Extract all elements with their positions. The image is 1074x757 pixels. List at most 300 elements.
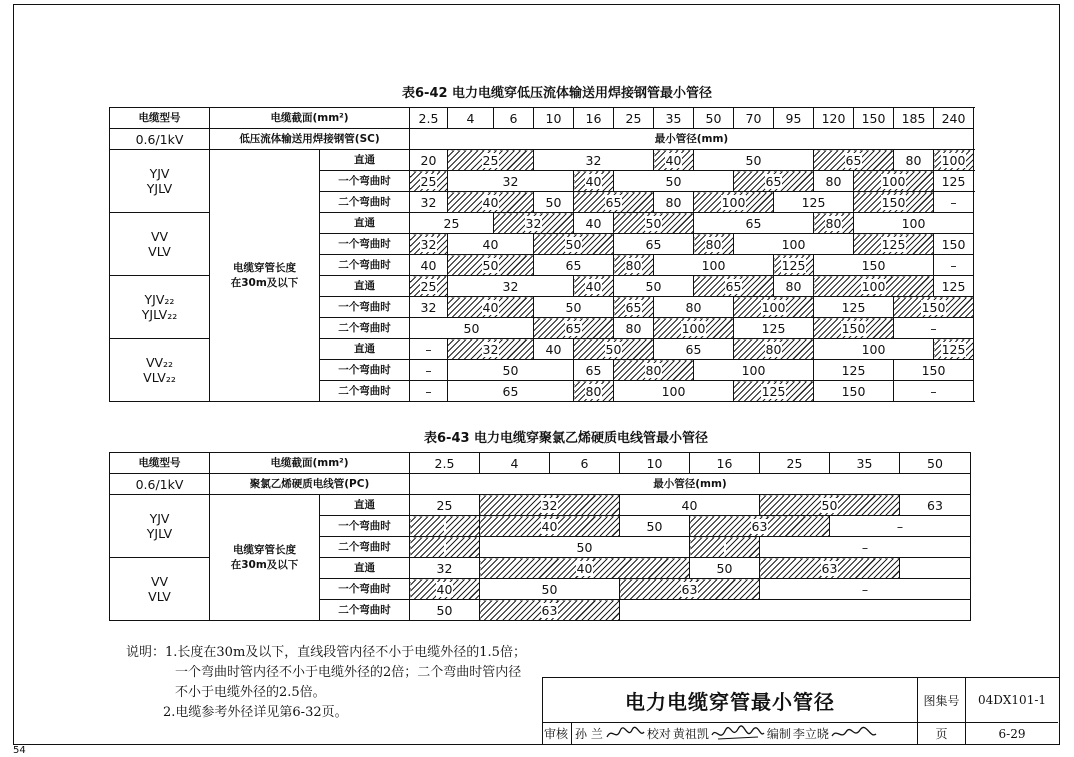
pipe-size-cell xyxy=(900,495,971,516)
pipe-size-value: 80 xyxy=(685,299,702,315)
page-corner-mark: 54 xyxy=(13,745,26,756)
section-size: 2.5 xyxy=(410,108,448,129)
min-diameter-label: 最小管径(mm) xyxy=(410,129,974,150)
table1-caption: 表6-42 电力电缆穿低压流体输送用焊接钢管最小管径 xyxy=(402,86,713,101)
pipe-size-cell xyxy=(410,297,448,318)
pipe-size-cell xyxy=(900,558,971,579)
design-name: 李立晓 xyxy=(792,727,829,741)
pipe-size-value: 50 xyxy=(821,497,838,513)
pipe-size-value: 125 xyxy=(841,362,866,378)
cable-model-2: YJLV xyxy=(146,526,173,541)
pipe-size-value: 80 xyxy=(825,215,842,231)
pipe-size-cell xyxy=(694,234,734,255)
pipe-size-value: 63 xyxy=(541,602,558,618)
pipe-size-cell xyxy=(934,276,974,297)
pipe-size-value: 80 xyxy=(705,236,722,252)
pipe-size-value: 25 xyxy=(420,278,437,294)
section-size: 240 xyxy=(934,108,974,129)
pipe-size-value: – xyxy=(950,194,957,210)
pipe-size-cell xyxy=(410,600,480,621)
pipe-size-value: 150 xyxy=(941,236,966,252)
pipe-size-value: 125 xyxy=(761,383,786,399)
bend-label: 一个弯曲时 xyxy=(320,171,410,192)
pipe-size-value: – xyxy=(425,362,432,378)
pipe-size-value: 100 xyxy=(941,152,966,168)
header-row-pipe xyxy=(110,129,974,150)
pipe-size-cell xyxy=(934,150,974,171)
section-size: 25 xyxy=(760,453,830,474)
pipe-size-value: 100 xyxy=(901,215,926,231)
note-line-2: 一个弯曲时管内径不小于电缆外径的2倍；二个弯曲时管内径 xyxy=(175,665,522,680)
pipe-size-cell xyxy=(574,339,654,360)
pipe-size-cell xyxy=(620,495,760,516)
pipe-size-value: 25 xyxy=(482,152,499,168)
pipe-size-value: 50 xyxy=(665,173,682,189)
pipe-size-cell xyxy=(614,360,694,381)
pipe-size-value: 32 xyxy=(420,299,437,315)
pipe-size-cell xyxy=(814,255,934,276)
pipe-size-cell xyxy=(690,516,830,537)
pipe-size-cell xyxy=(830,516,971,537)
bend-label: 直通 xyxy=(320,339,410,360)
bend-label: 二个弯曲时 xyxy=(320,600,410,621)
pipe-size-value xyxy=(444,519,446,534)
pipe-size-value: 63 xyxy=(927,497,943,513)
pipe-size-cell xyxy=(410,255,448,276)
pipe-size-value: 50 xyxy=(463,320,480,336)
pipe-size-cell xyxy=(620,516,690,537)
pipe-size-cell xyxy=(760,558,900,579)
pipe-size-value: 32 xyxy=(585,152,602,168)
pipe-size-cell xyxy=(480,579,620,600)
cable-model-1: YJV xyxy=(149,511,170,526)
pipe-size-cell xyxy=(494,213,574,234)
pipe-size-cell xyxy=(410,537,480,558)
pipe-size-cell xyxy=(760,495,900,516)
pipe-size-cell xyxy=(734,234,854,255)
pipe-size-cell xyxy=(534,234,614,255)
steel-pipe-table xyxy=(109,107,974,402)
pipe-size-value: 40 xyxy=(436,581,453,597)
pipe-size-value: 32 xyxy=(482,341,499,357)
pipe-size-value: 32 xyxy=(525,215,542,231)
bend-label: 直通 xyxy=(320,558,410,579)
bend-label: 一个弯曲时 xyxy=(320,297,410,318)
pipe-size-cell xyxy=(534,318,614,339)
pipe-size-cell xyxy=(534,255,614,276)
pipe-size-cell xyxy=(448,171,574,192)
pipe-size-value: – xyxy=(861,581,869,597)
pipe-size-value: 125 xyxy=(941,341,966,357)
pipe-size-value: 100 xyxy=(721,194,746,210)
pipe-size-cell xyxy=(574,171,614,192)
pipe-size-cell xyxy=(410,516,480,537)
design-signature xyxy=(830,725,878,743)
pipe-size-value: 100 xyxy=(741,362,766,378)
bend-label: 直通 xyxy=(320,495,410,516)
pipe-size-cell xyxy=(814,171,854,192)
pipe-size-cell xyxy=(448,276,574,297)
pipe-size-value: 100 xyxy=(781,236,806,252)
pipe-size-value: 32 xyxy=(420,194,437,210)
pipe-size-cell xyxy=(694,150,814,171)
pipe-size-value: 50 xyxy=(645,215,662,231)
length-label-1: 电缆穿管长度 xyxy=(233,543,296,556)
pipe-size-value: 100 xyxy=(881,173,906,189)
pipe-size-value: 50 xyxy=(745,152,762,168)
pipe-size-cell xyxy=(480,537,690,558)
pipe-size-cell xyxy=(760,579,971,600)
pipe-size-value: 40 xyxy=(545,341,562,357)
section-size: 2.5 xyxy=(410,453,480,474)
pipe-size-value: – xyxy=(425,383,432,399)
pipe-size-cell xyxy=(734,381,814,402)
pipe-size-cell xyxy=(894,381,974,402)
section-size: 6 xyxy=(550,453,620,474)
cable-model-1: VV₂₂ xyxy=(145,355,174,370)
pipe-size-cell xyxy=(814,381,894,402)
pipe-size-cell xyxy=(574,381,614,402)
bend-label: 二个弯曲时 xyxy=(320,318,410,339)
pipe-size-value: 32 xyxy=(420,236,437,252)
pipe-size-value: 65 xyxy=(585,362,602,378)
pipe-size-value: 80 xyxy=(825,173,842,189)
note-line-4: 2.电缆参考外径详见第6-32页。 xyxy=(163,705,348,720)
pipe-size-cell xyxy=(448,255,534,276)
pipe-size-value: 40 xyxy=(585,215,602,231)
bend-label: 一个弯曲时 xyxy=(320,234,410,255)
pipe-size-value: 150 xyxy=(861,257,886,273)
pipe-size-cell xyxy=(814,339,934,360)
voltage-label: 0.6/1kV xyxy=(110,474,210,495)
pipe-size-cell xyxy=(614,276,694,297)
pipe-size-value: 40 xyxy=(541,518,558,534)
pipe-size-value: 65 xyxy=(745,215,762,231)
section-size: 35 xyxy=(830,453,900,474)
pipe-size-cell xyxy=(410,213,494,234)
pipe-size-value: 50 xyxy=(716,560,733,576)
pipe-size-value: 50 xyxy=(645,278,662,294)
bend-label: 直通 xyxy=(320,150,410,171)
model-label: 电缆型号 xyxy=(110,108,210,129)
pipe-size-value: 40 xyxy=(681,497,698,513)
pipe-size-cell xyxy=(480,516,620,537)
pipe-size-value: 65 xyxy=(765,173,782,189)
cable-model-group xyxy=(110,276,210,339)
pipe-size-cell xyxy=(814,276,934,297)
pipe-size-value: 125 xyxy=(781,257,806,273)
pipe-size-cell xyxy=(654,318,734,339)
signature-row xyxy=(543,723,918,744)
pipe-size-cell xyxy=(814,360,894,381)
pipe-size-cell xyxy=(614,213,694,234)
pipe-size-cell xyxy=(694,213,814,234)
pipe-size-cell xyxy=(448,234,534,255)
pipe-size-value: 65 xyxy=(645,236,662,252)
pipe-size-value: 150 xyxy=(881,194,906,210)
pipe-size-value: 40 xyxy=(665,152,682,168)
bend-label: 二个弯曲时 xyxy=(320,381,410,402)
pipe-size-cell xyxy=(694,192,774,213)
pipe-size-cell xyxy=(410,318,534,339)
pipe-size-cell xyxy=(934,255,974,276)
pipe-size-value: 50 xyxy=(565,299,582,315)
bend-label: 一个弯曲时 xyxy=(320,360,410,381)
pipe-size-cell xyxy=(654,339,734,360)
pipe-size-cell xyxy=(814,213,854,234)
pipe-size-value: 50 xyxy=(545,194,562,210)
pipe-size-value: – xyxy=(930,320,937,336)
pipe-size-cell xyxy=(448,381,574,402)
cable-model-1: YJV₂₂ xyxy=(144,292,175,307)
pipe-size-cell xyxy=(410,558,480,579)
pipe-size-cell xyxy=(854,213,974,234)
pipe-size-cell xyxy=(934,234,974,255)
pipe-size-cell xyxy=(614,171,734,192)
pipe-size-value: 63 xyxy=(751,518,768,534)
section-size: 10 xyxy=(620,453,690,474)
pipe-size-value: 40 xyxy=(585,173,602,189)
cable-model-2: YJLV₂₂ xyxy=(141,307,178,322)
pipe-size-value: 25 xyxy=(443,215,460,231)
pipe-size-cell xyxy=(410,150,448,171)
pipe-size-cell xyxy=(690,537,760,558)
length-label-2: 在30m及以下 xyxy=(230,558,299,571)
pipe-size-cell xyxy=(734,297,814,318)
section-size: 25 xyxy=(614,108,654,129)
section-size: 185 xyxy=(894,108,934,129)
pipe-size-value: 150 xyxy=(841,383,866,399)
note-line-3: 不小于电缆外径的2.5倍。 xyxy=(175,685,326,700)
pipe-size-cell xyxy=(934,192,974,213)
pipe-size-cell xyxy=(654,192,694,213)
pipe-size-cell xyxy=(448,192,534,213)
pipe-size-cell xyxy=(448,150,534,171)
pipe-size-value: 40 xyxy=(482,236,499,252)
pipe-size-cell xyxy=(654,297,734,318)
check-name: 黄祖凯 xyxy=(672,727,709,741)
pipe-size-cell xyxy=(774,192,854,213)
pipe-size-value: 50 xyxy=(576,539,593,555)
pipe-size-cell xyxy=(814,150,894,171)
title-block xyxy=(542,677,1060,745)
pipe-size-cell xyxy=(448,339,534,360)
pipe-size-cell xyxy=(614,255,654,276)
pipe-size-cell xyxy=(410,579,480,600)
pipe-size-value: 50 xyxy=(646,518,663,534)
pipe-size-value xyxy=(724,540,726,555)
pipe-size-cell xyxy=(448,297,534,318)
cable-model-group xyxy=(110,150,210,213)
cable-model-group xyxy=(110,339,210,402)
section-size: 4 xyxy=(448,108,494,129)
check-signature xyxy=(710,725,766,743)
pipe-size-cell xyxy=(894,150,934,171)
design-label: 编制 xyxy=(766,727,791,741)
pipe-size-value: 25 xyxy=(420,173,437,189)
bend-label: 一个弯曲时 xyxy=(320,579,410,600)
section-label: 电缆截面(mm²) xyxy=(210,453,410,474)
pipe-size-value: 65 xyxy=(605,194,622,210)
pipe-size-cell xyxy=(694,276,774,297)
pipe-size-value: 80 xyxy=(625,320,642,336)
pipe-size-cell xyxy=(654,255,774,276)
table-row xyxy=(110,495,971,516)
pipe-size-cell xyxy=(534,339,574,360)
pipe-size-value: 100 xyxy=(661,383,686,399)
pipe-size-cell xyxy=(410,276,448,297)
pipe-size-value: 65 xyxy=(565,320,582,336)
section-size: 120 xyxy=(814,108,854,129)
pipe-size-value: 32 xyxy=(502,278,519,294)
pipe-size-value: 80 xyxy=(585,383,602,399)
pipe-size-value: 40 xyxy=(420,257,437,273)
pipe-size-value: 65 xyxy=(625,299,642,315)
pipe-size-cell xyxy=(534,150,654,171)
section-size: 6 xyxy=(494,108,534,129)
pipe-size-cell xyxy=(854,192,934,213)
table-row xyxy=(110,150,974,171)
notes xyxy=(126,643,526,723)
pipe-size-value: 65 xyxy=(685,341,702,357)
cable-model-group xyxy=(110,558,210,621)
pipe-size-value: 125 xyxy=(761,320,786,336)
pipe-size-value: 50 xyxy=(436,602,453,618)
pipe-size-cell xyxy=(410,339,448,360)
pipe-size-cell xyxy=(410,234,448,255)
pipe-size-value: 40 xyxy=(482,299,499,315)
pipe-size-value: 80 xyxy=(665,194,682,210)
pipe-size-value: 125 xyxy=(881,236,906,252)
pipe-size-value: 20 xyxy=(420,152,437,168)
page-value: 6-29 xyxy=(998,726,1026,741)
pipe-size-value: 63 xyxy=(681,581,698,597)
pipe-size-value: 65 xyxy=(565,257,582,273)
review-signature xyxy=(604,725,646,743)
section-label: 电缆截面(mm²) xyxy=(210,108,410,129)
header-row-sections xyxy=(110,108,974,129)
pipe-size-cell xyxy=(574,192,654,213)
model-label: 电缆型号 xyxy=(110,453,210,474)
pipe-size-cell xyxy=(774,276,814,297)
length-label-1: 电缆穿管长度 xyxy=(233,261,296,274)
pipe-size-value: 80 xyxy=(905,152,922,168)
pipe-size-cell xyxy=(480,558,690,579)
pipe-size-cell xyxy=(894,360,974,381)
pipe-size-value: – xyxy=(425,341,432,357)
section-size: 50 xyxy=(694,108,734,129)
pipe-size-cell xyxy=(934,339,974,360)
pipe-size-value: – xyxy=(861,539,869,555)
drawing-title: 电力电缆穿管最小管径 xyxy=(543,678,918,723)
pipe-size-cell xyxy=(734,339,814,360)
pipe-size-value: 32 xyxy=(502,173,519,189)
pipe-size-cell xyxy=(534,297,614,318)
length-label-2: 在30m及以下 xyxy=(230,276,299,289)
pipe-size-cell xyxy=(614,297,654,318)
pipe-size-cell xyxy=(574,276,614,297)
pipe-size-value: 80 xyxy=(645,362,662,378)
pipe-size-value: 125 xyxy=(941,278,966,294)
pipe-type-label: 聚氯乙烯硬质电线管(PC) xyxy=(210,474,410,495)
atlas-number-label: 图集号 xyxy=(918,678,966,723)
bend-label: 二个弯曲时 xyxy=(320,537,410,558)
pipe-size-cell xyxy=(694,360,814,381)
pipe-size-value: 50 xyxy=(502,362,519,378)
pipe-size-value: 40 xyxy=(576,560,593,576)
pipe-size-value: 125 xyxy=(841,299,866,315)
pipe-size-cell xyxy=(894,318,974,339)
pipe-size-value: 80 xyxy=(765,341,782,357)
pipe-size-value: – xyxy=(950,257,957,273)
pipe-size-cell xyxy=(410,171,448,192)
cable-model-2: VLV xyxy=(148,244,171,259)
pipe-size-cell xyxy=(410,381,448,402)
pipe-size-cell xyxy=(614,381,734,402)
bend-label: 直通 xyxy=(320,213,410,234)
pipe-size-cell xyxy=(480,600,620,621)
pipe-size-cell xyxy=(614,318,654,339)
check-label: 校对 xyxy=(646,727,671,741)
cable-model-2: VLV₂₂ xyxy=(143,370,176,385)
pipe-size-cell xyxy=(854,234,934,255)
voltage-label: 0.6/1kV xyxy=(110,129,210,150)
pipe-type-label: 低压流体输送用焊接钢管(SC) xyxy=(210,129,410,150)
pipe-size-value: 50 xyxy=(482,257,499,273)
cable-model-1: VV xyxy=(150,574,169,589)
bend-label: 二个弯曲时 xyxy=(320,192,410,213)
pipe-size-value: 150 xyxy=(841,320,866,336)
cable-model-1: VV xyxy=(150,229,169,244)
pipe-size-cell xyxy=(620,600,971,621)
section-size: 16 xyxy=(574,108,614,129)
pipe-size-value: 50 xyxy=(605,341,622,357)
pipe-size-cell xyxy=(480,495,620,516)
pipe-size-value: 80 xyxy=(785,278,802,294)
pipe-size-value: 25 xyxy=(436,497,453,513)
pipe-size-value: 65 xyxy=(725,278,742,294)
page-label: 页 xyxy=(918,723,966,744)
cable-model-2: YJLV xyxy=(146,181,173,196)
pipe-size-value: 125 xyxy=(941,173,966,189)
pipe-size-value: 50 xyxy=(541,581,558,597)
pipe-size-value: 150 xyxy=(921,362,946,378)
pipe-size-cell xyxy=(410,360,448,381)
bend-label: 直通 xyxy=(320,276,410,297)
pipe-size-cell xyxy=(410,192,448,213)
pipe-size-cell xyxy=(574,360,614,381)
pipe-size-cell xyxy=(854,171,934,192)
section-size: 150 xyxy=(854,108,894,129)
pipe-size-value: 100 xyxy=(861,341,886,357)
min-diameter-label: 最小管径(mm) xyxy=(410,474,971,495)
pipe-size-cell xyxy=(574,213,614,234)
section-size: 50 xyxy=(900,453,971,474)
pipe-size-value: 63 xyxy=(821,560,838,576)
pipe-size-cell xyxy=(410,495,480,516)
pipe-size-cell xyxy=(934,171,974,192)
header-row-pipe xyxy=(110,474,971,495)
pipe-size-cell xyxy=(614,234,694,255)
section-size: 70 xyxy=(734,108,774,129)
pipe-size-cell xyxy=(814,318,894,339)
pipe-size-value: 150 xyxy=(921,299,946,315)
section-size: 16 xyxy=(690,453,760,474)
pipe-size-cell xyxy=(448,360,574,381)
atlas-number-value: 04DX101-1 xyxy=(966,678,1058,723)
pipe-size-cell xyxy=(894,297,974,318)
cable-model-group xyxy=(110,213,210,276)
